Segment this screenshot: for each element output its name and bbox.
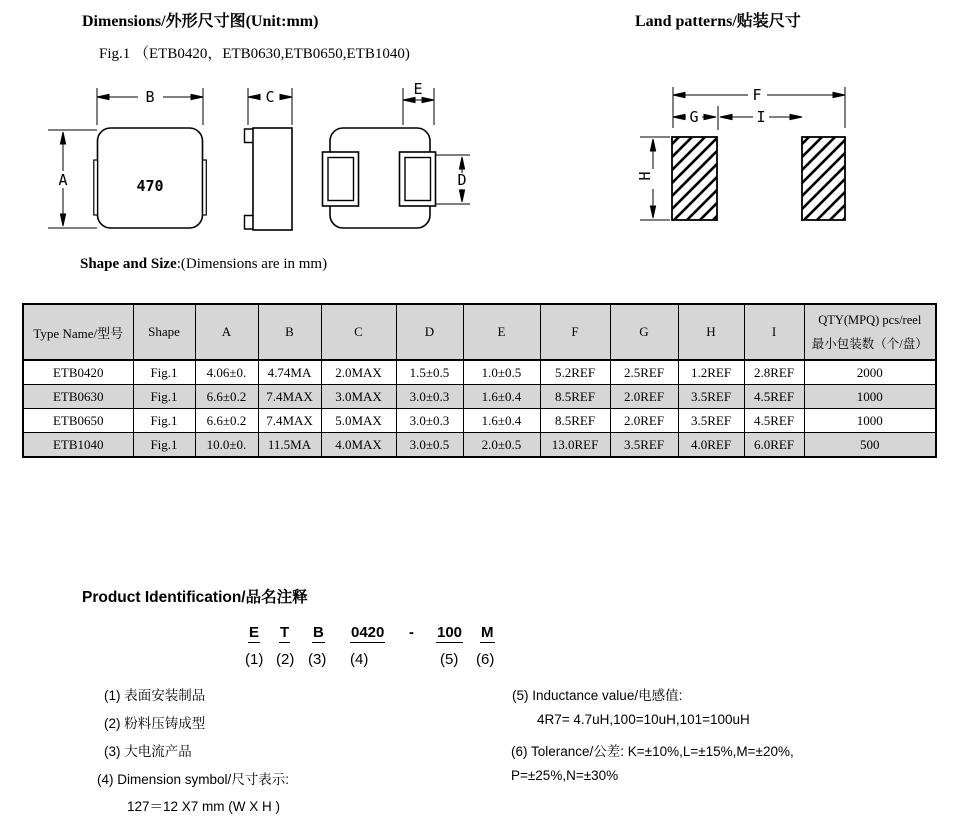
code-part-dash: - — [409, 624, 414, 641]
dimensions-table — [22, 303, 937, 458]
table-cell: Fig.1 — [133, 409, 195, 433]
top-clip — [245, 129, 254, 143]
table-cell: ETB0420 — [23, 360, 133, 385]
note-line: (2) 粉料压铸成型 — [104, 716, 206, 731]
part-marking: 470 — [136, 177, 164, 195]
dim-label-e: E — [413, 80, 423, 98]
table-cell: 2.0±0.5 — [463, 433, 540, 458]
table-cell: 4.74MA — [258, 360, 321, 385]
table-cell: 4.0REF — [678, 433, 744, 458]
col-c: C — [321, 304, 396, 360]
table-cell: 6.6±0.2 — [195, 385, 258, 409]
dim-label-c: C — [265, 88, 275, 106]
dimensions-heading: Dimensions/外形尺寸图(Unit:mm) — [82, 13, 319, 30]
table-cell: 2.5REF — [610, 360, 678, 385]
table-cell: 6.6±0.2 — [195, 409, 258, 433]
table-row — [23, 409, 936, 433]
table-cell: 1000 — [804, 409, 936, 433]
col-shape: Shape — [133, 304, 195, 360]
table-cell: 8.5REF — [540, 409, 610, 433]
table-cell: 2.0MAX — [321, 360, 396, 385]
shape-size-caption — [80, 256, 327, 273]
table-cell: 1.2REF — [678, 360, 744, 385]
note-line: (1) 表面安装制品 — [104, 688, 206, 703]
table-row — [23, 385, 936, 409]
code-part-e: E — [249, 624, 260, 641]
dim-label-d: D — [457, 171, 467, 189]
col-e: E — [463, 304, 540, 360]
table-header-row — [23, 304, 936, 360]
note-line: (3) 大电流产品 — [104, 744, 192, 759]
table-cell: 13.0REF — [540, 433, 610, 458]
table-cell: 2000 — [804, 360, 936, 385]
table-cell: 3.0±0.5 — [396, 433, 463, 458]
table-cell: 4.06±0. — [195, 360, 258, 385]
table-cell: 8.5REF — [540, 385, 610, 409]
land-patterns-heading: Land patterns/贴装尺寸 — [635, 13, 801, 30]
side-view — [245, 88, 293, 230]
table-cell: 3.5REF — [678, 385, 744, 409]
dim-label-g: G — [689, 108, 699, 126]
note-line: (4) Dimension symbol/尺寸表示: — [97, 772, 290, 787]
left-terminal-tab — [94, 160, 98, 215]
table-cell: Fig.1 — [133, 433, 195, 458]
bottom-clip — [245, 216, 254, 230]
table-row — [23, 360, 936, 385]
col-qty — [804, 304, 936, 360]
table-cell: 2.8REF — [744, 360, 804, 385]
front-view — [48, 88, 206, 228]
code-part-tolerance: M — [481, 624, 494, 641]
table-cell: 3.0MAX — [321, 385, 396, 409]
right-pad — [802, 137, 845, 220]
table-cell: 10.0±0. — [195, 433, 258, 458]
col-type-name: Type Name/型号 — [23, 304, 133, 360]
shape-size-bold: Shape and Size — [80, 256, 177, 272]
col-f: F — [540, 304, 610, 360]
qty-header-line2: 最小包装数（个/盘） — [811, 337, 928, 351]
code-part-inductance: 100 — [437, 624, 463, 641]
right-terminal-tab — [203, 160, 207, 215]
note-line: P=±25%,N=±30% — [511, 768, 619, 783]
table-cell: 3.5REF — [610, 433, 678, 458]
code-part-t: T — [280, 624, 290, 641]
code-part-size: 0420 — [351, 624, 385, 641]
table-cell: 1.0±0.5 — [463, 360, 540, 385]
figure-caption: Fig.1 （ETB0420，ETB0630,ETB0650,ETB1040) — [99, 46, 410, 62]
table-cell: 1.5±0.5 — [396, 360, 463, 385]
table-cell: ETB1040 — [23, 433, 133, 458]
table-cell: 7.4MAX — [258, 409, 321, 433]
table-cell: 4.5REF — [744, 409, 804, 433]
product-id-heading: Product Identification/品名注释 — [82, 589, 308, 606]
table-cell: 5.2REF — [540, 360, 610, 385]
dim-label-h: H — [636, 171, 654, 181]
note-line: (5) Inductance value/电感值: — [512, 688, 683, 703]
table-cell: 3.0±0.3 — [396, 385, 463, 409]
note-line: 4R7= 4.7uH,100=10uH,101=100uH — [537, 712, 750, 727]
end-view — [323, 80, 471, 228]
col-h: H — [678, 304, 744, 360]
note-line: 127＝12 X7 mm (W X H ) — [127, 799, 281, 814]
col-b: B — [258, 304, 321, 360]
code-label-1: (1) — [245, 651, 264, 668]
dim-label-i: I — [756, 108, 766, 126]
table-cell: Fig.1 — [133, 360, 195, 385]
table-cell: 5.0MAX — [321, 409, 396, 433]
table-cell: 1.6±0.4 — [463, 385, 540, 409]
code-label-4: (4) — [350, 651, 369, 668]
table-row — [23, 433, 936, 458]
code-label-5: (5) — [440, 651, 459, 668]
dim-label-b: B — [145, 88, 155, 106]
table-cell: ETB0650 — [23, 409, 133, 433]
table-cell: 3.0±0.3 — [396, 409, 463, 433]
table-cell: 1.6±0.4 — [463, 409, 540, 433]
left-pad — [672, 137, 717, 220]
col-i: I — [744, 304, 804, 360]
table-cell: 2.0REF — [610, 385, 678, 409]
col-a: A — [195, 304, 258, 360]
table-cell: 11.5MA — [258, 433, 321, 458]
land-pattern — [636, 86, 845, 220]
code-label-6: (6) — [476, 651, 495, 668]
table-cell: ETB0630 — [23, 385, 133, 409]
code-part-b: B — [313, 624, 324, 641]
col-g: G — [610, 304, 678, 360]
table-cell: 6.0REF — [744, 433, 804, 458]
note-line: (6) Tolerance/公差: K=±10%,L=±15%,M=±20%, — [511, 744, 794, 759]
table-cell: 500 — [804, 433, 936, 458]
qty-header-line1: QTY(MPQ) pcs/reel — [818, 313, 922, 327]
table-cell: 3.5REF — [678, 409, 744, 433]
table-cell: 4.0MAX — [321, 433, 396, 458]
technical-drawings — [0, 75, 955, 253]
table-cell: 1000 — [804, 385, 936, 409]
table-cell: 2.0REF — [610, 409, 678, 433]
table-cell: 7.4MAX — [258, 385, 321, 409]
dim-label-a: A — [58, 171, 68, 189]
table-cell: 4.5REF — [744, 385, 804, 409]
shape-size-rest: :(Dimensions are in mm) — [176, 256, 328, 272]
dim-label-f: F — [752, 86, 762, 104]
code-label-3: (3) — [308, 651, 327, 668]
col-d: D — [396, 304, 463, 360]
code-label-2: (2) — [276, 651, 295, 668]
table-cell: Fig.1 — [133, 385, 195, 409]
